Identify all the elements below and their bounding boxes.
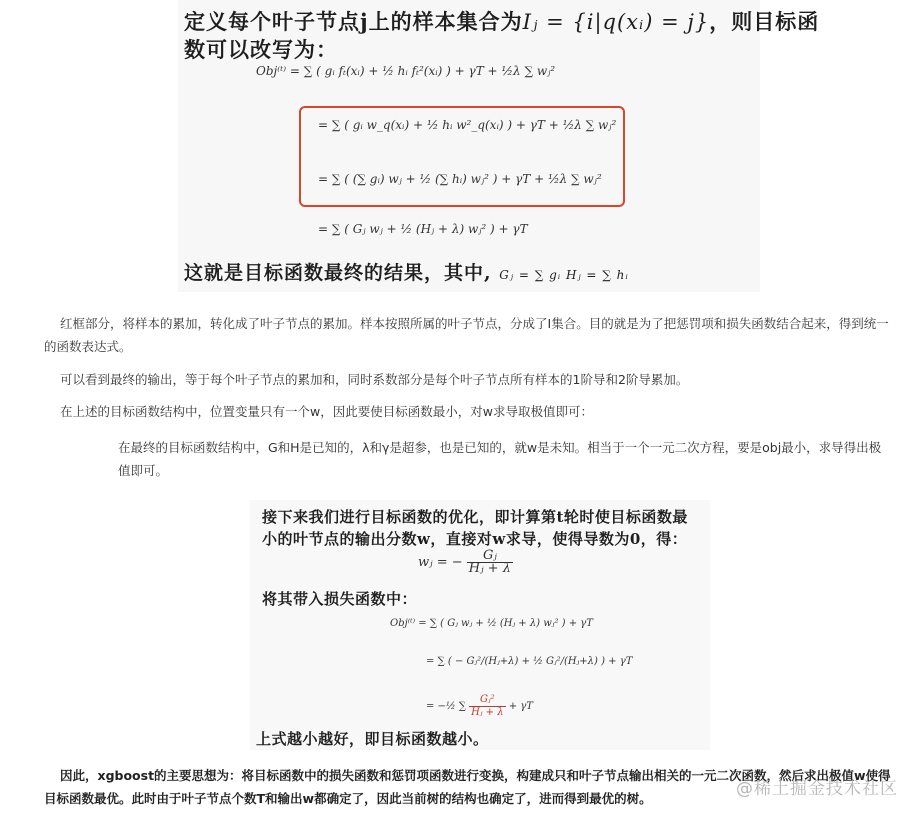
- highlight-box: [299, 106, 625, 207]
- fig2-line3: 将其带入损失函数中：: [262, 590, 418, 608]
- header-text: 定义每个叶子节点j上的样本集合为: [184, 9, 523, 34]
- fig2-eq-3-post: + γT: [508, 701, 533, 712]
- fig2-eq-3-pre: = −½ ∑: [426, 701, 466, 712]
- fig2-line1: 接下来我们进行目标函数的优化，即计算第t轮时使目标函数最: [262, 508, 688, 526]
- fig2-eq-3-fraction: [469, 694, 505, 719]
- watermark: @稀土掘金技术社区: [736, 779, 898, 799]
- fig2-line4: 上式越小越好，即目标函数越小。: [256, 730, 489, 748]
- footer-math: Gⱼ = ∑ gᵢ Hⱼ = ∑ hᵢ: [499, 268, 629, 282]
- equation-line-4: = ∑ ( Gⱼ wⱼ + ½ (Hⱼ + λ) wⱼ² ) + γT: [318, 222, 528, 236]
- paragraph-1: [44, 312, 900, 358]
- fig2-line2: 小的叶节点的输出分数w，直接对w求导，使得导数为0，得：: [262, 530, 688, 548]
- w-eq-fraction: [467, 550, 513, 575]
- w-equation: [418, 550, 513, 575]
- paragraph-3: [44, 400, 900, 423]
- equation-line-2: = ∑ ( gᵢ w_q(xᵢ) + ½ hᵢ w²_q(xᵢ) ) + γT + ½λ ∑ wⱼ²: [318, 118, 617, 132]
- paragraph-text: 红框部分，将样本的累加，转化成了叶子节点的累加。样本按照所属的叶子节点，分成了I集合。目的就是为了把惩罚项和损失函数结合起来，得到统一的函数表达式。: [44, 316, 889, 354]
- header-text-end: ，则目标函: [709, 9, 820, 34]
- fig2-eq-3-denominator: Hⱼ + λ: [471, 707, 504, 718]
- figure-footer: [184, 258, 629, 285]
- fig2-eq-3-numerator: Gⱼ²: [469, 694, 505, 707]
- figure-header-line1: [184, 6, 819, 36]
- blockquote: 在最终的目标函数结构中，G和H是已知的，λ和γ是超参，也是已知的，就w是未知。相当于一个一元二次方程，要是obj最小，求导得出极值即可。: [118, 440, 882, 478]
- objective-function-figure: [178, 0, 820, 292]
- paragraph-text: 在上述的目标函数结构中，位置变量只有一个w，因此要使目标函数最小，对w求导取极值即可：: [60, 404, 593, 419]
- fig2-eq-1: Obj⁽ᵗ⁾ = ∑ ( Gⱼ wⱼ + ½ (Hⱼ + λ) wⱼ² ) + γT: [390, 618, 593, 629]
- equation-line-3: = ∑ ( (∑ gᵢ) wⱼ + ½ (∑ hᵢ) wⱼ² ) + γT + ½λ ∑ wⱼ²: [318, 172, 602, 186]
- w-eq-lhs: wⱼ = −: [418, 555, 463, 570]
- fig2-eq-3: [426, 694, 533, 719]
- header-math: Iⱼ = {i|q(xᵢ) = j}: [522, 10, 710, 34]
- conclusion-text: 因此，xgboost的主要思想为：将目标函数中的损失函数和惩罚项函数进行变换，构建成只和叶子节点输出相关的一元二次函数，然后求出极值w使得目标函数最优。此时由于叶子节点个数T和输出w都确定了，因此当前树的结构也确定了，进而得到最优的树。: [44, 768, 891, 806]
- paragraph-2: [44, 368, 900, 391]
- figure-header-line2: 数可以改写为：: [184, 37, 338, 62]
- equation-line-1: Obj⁽ᵗ⁾ = ∑ ( gᵢ fₜ(xᵢ) + ½ hᵢ fₜ²(xᵢ) ) + γT + ½λ ∑ wⱼ²: [256, 64, 556, 78]
- w-eq-denominator: Hⱼ + λ: [468, 561, 511, 576]
- paragraph-text: 可以看到最终的输出，等于每个叶子节点的累加和，同时系数部分是每个叶子节点所有样本的1阶导和2阶导累加。: [60, 372, 689, 387]
- footer-text: 这就是目标函数最终的结果，其中,: [184, 262, 492, 284]
- optimization-figure: [250, 500, 710, 750]
- fig2-eq-2: = ∑ ( − Gⱼ²/(Hⱼ+λ) + ½ Gⱼ²/(Hⱼ+λ) ) + γT: [426, 656, 633, 667]
- w-eq-numerator: Gⱼ: [467, 550, 513, 563]
